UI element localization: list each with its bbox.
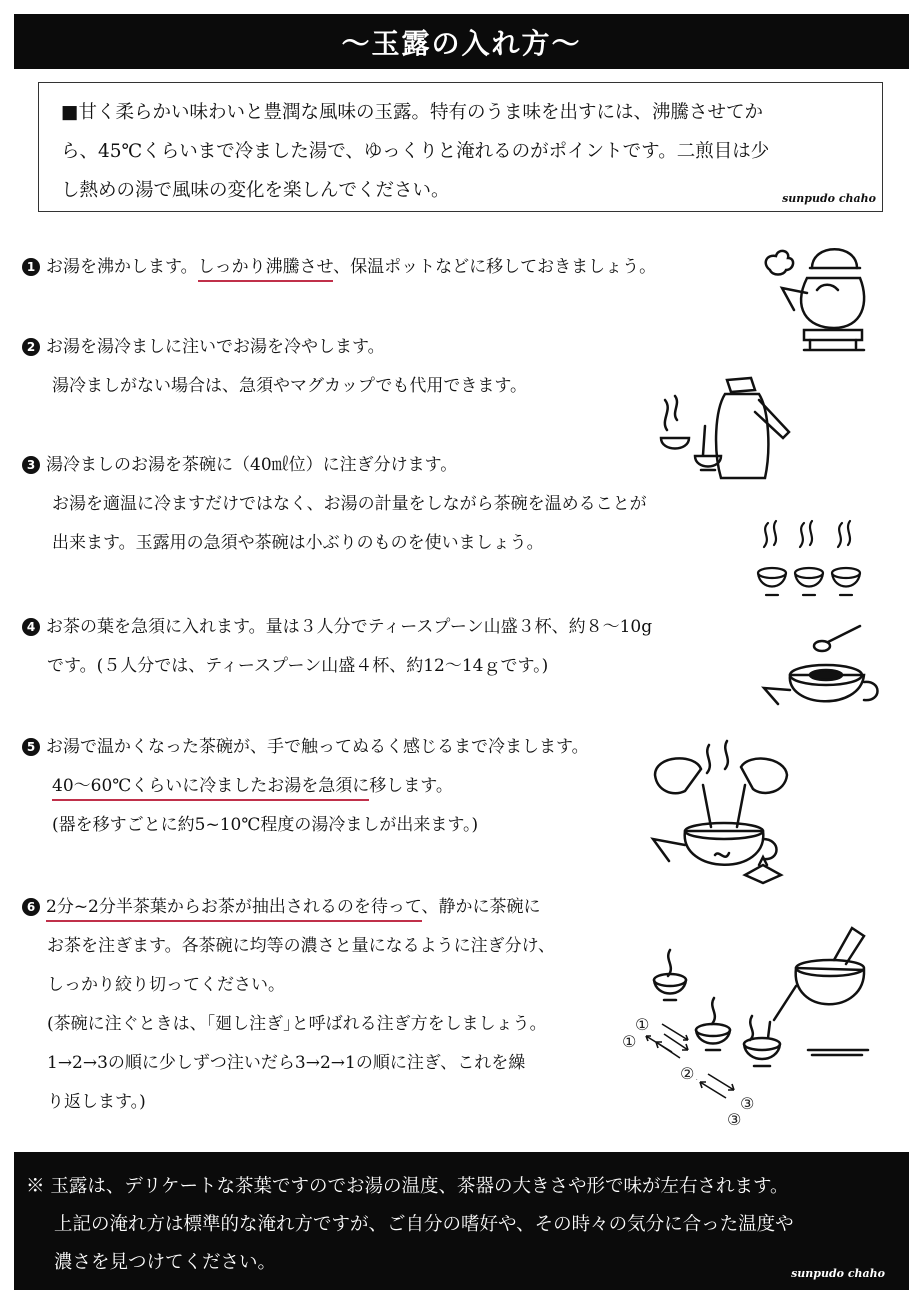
step-5 — [22, 728, 589, 845]
step-number: 6 — [22, 898, 40, 916]
page-title: 〜玉露の入れ方〜 — [341, 26, 582, 60]
thermos-pour-icon — [655, 360, 805, 490]
step-2 — [22, 328, 527, 406]
pour-order-label: ① — [635, 1015, 650, 1034]
step-4 — [22, 608, 652, 686]
step-text: お茶の葉を急須に入れます。量は３人分でティースプーン山盛３杯、約８〜10g — [46, 617, 653, 637]
footer-line: ※ 玉露は、デリケートな茶葉ですのでお湯の温度、茶器の大きさや形で味が左右されます。 — [26, 1176, 789, 1197]
step-text: お湯で温かくなった茶碗が、手で触ってぬるく感じるまで冷まします。 — [46, 737, 589, 757]
step-number: 4 — [22, 618, 40, 636]
step-text: お湯を湯冷ましに注いでお湯を冷やします。 — [46, 337, 385, 357]
step-3 — [22, 446, 647, 563]
step-number: 1 — [22, 258, 40, 276]
signature: sunpudo chaho — [782, 192, 876, 205]
step-text: しっかり絞り切ってください。 — [47, 975, 285, 995]
step-text: お湯を適温に冷ますだけではなく、お湯の計量をしながら茶碗を温めることが — [52, 494, 647, 514]
step-text: 、保温ポットなどに移しておきましょう。 — [333, 257, 657, 277]
step-1 — [22, 248, 656, 287]
underlined-text: しっかり沸騰させ — [198, 257, 334, 282]
step-number: 3 — [22, 456, 40, 474]
kettle-icon — [752, 228, 882, 358]
title-banner — [14, 14, 909, 69]
intro-box — [38, 82, 883, 212]
step-text: (茶碗に注ぐときは、｢廻し注ぎ｣と呼ばれる注ぎ方をしましょう。 — [47, 1014, 547, 1034]
footer-line: 濃さを見つけてください。 — [54, 1252, 277, 1273]
signature: sunpudo chaho — [791, 1267, 885, 1280]
step-text: お湯を沸かします。 — [46, 257, 198, 277]
pour-order-label: ③ — [740, 1094, 755, 1113]
pour-order-label: ② — [680, 1064, 695, 1083]
step-text: お茶を注ぎます。各茶碗に均等の濃さと量になるように注ぎ分け、 — [47, 936, 555, 956]
step-text: 湯冷ましがない場合は、急須やマグカップでも代用できます。 — [52, 376, 527, 396]
step-number: 5 — [22, 738, 40, 756]
step-6 — [22, 888, 555, 1122]
step-text: 移します。 — [369, 776, 453, 796]
cups-to-teapot-icon — [645, 735, 800, 900]
step-text: 出来ます。玉露用の急須や茶碗は小ぶりのものを使いましょう。 — [52, 533, 544, 553]
steaming-cups-icon — [752, 515, 872, 605]
step-text: (器を移すごとに約5~10℃程度の湯冷ましが出来ます。) — [52, 815, 479, 835]
footer-line: 上記の淹れ方は標準的な淹れ方ですが、ご自分の嗜好や、その時々の気分に合った温度や — [54, 1214, 794, 1235]
intro-line: し熱めの湯で風味の変化を楽しんでください。 — [61, 180, 450, 201]
step-text: 1→2→3の順に少しずつ注いだら3→2→1の順に注ぎ、これを繰 — [47, 1053, 526, 1073]
footer-note — [14, 1152, 909, 1290]
intro-line: ら、45℃くらいまで冷ました湯で、ゆっくりと淹れるのがポイントです。二煎目は少 — [61, 141, 770, 162]
step-text: 湯冷ましのお湯を茶碗に（40㎖位）に注ぎ分けます。 — [46, 455, 458, 475]
pour-order-label: ③ — [727, 1110, 742, 1129]
step-number: 2 — [22, 338, 40, 356]
step-text: り返します。) — [47, 1092, 146, 1112]
step-text: です。(５人分では、ティースプーン山盛４杯、約12〜14ｇです。) — [47, 656, 549, 676]
underlined-text: 2分~2分半茶葉からお茶が抽出されるのを待って — [46, 897, 422, 922]
teapot-spoon-icon — [760, 620, 890, 730]
intro-line: ■甘く柔らかい味わいと豊潤な風味の玉露。特有のうま味を出すには、沸騰させてか — [61, 102, 763, 123]
pour-order-label: ① — [622, 1032, 637, 1051]
step-text: 、静かに茶碗に — [421, 897, 541, 917]
pour-order-arrows — [640, 1030, 780, 1110]
underlined-text: 40〜60℃くらいに冷ましたお湯を急須に — [52, 776, 369, 801]
